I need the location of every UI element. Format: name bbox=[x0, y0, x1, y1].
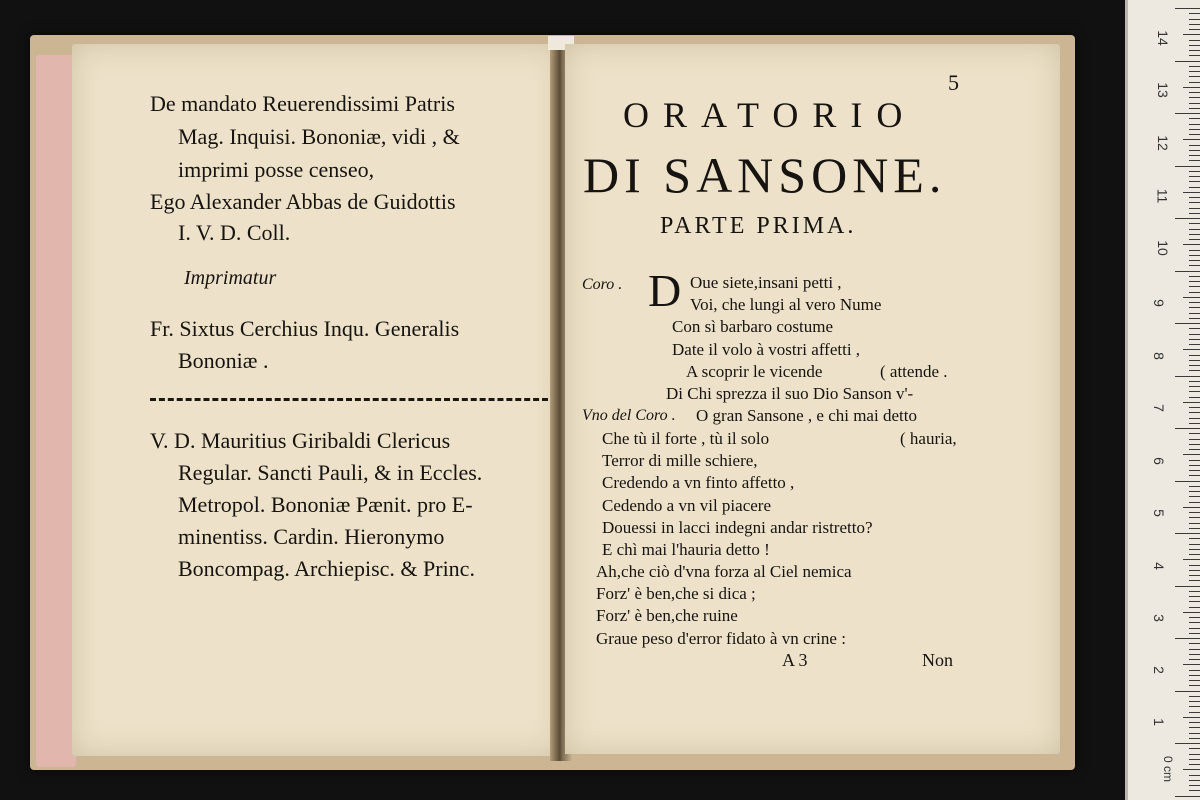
verse-line-17: Graue peso d'error fidato à vn crine : bbox=[596, 629, 846, 648]
ruler-tick bbox=[1189, 281, 1200, 282]
ruler-tick bbox=[1183, 559, 1200, 560]
ruler-tick bbox=[1189, 460, 1200, 461]
ruler-tick bbox=[1189, 276, 1200, 277]
speaker-coro: Coro . bbox=[582, 276, 623, 293]
ruler-tick bbox=[1189, 785, 1200, 786]
ruler-tick bbox=[1189, 386, 1200, 387]
ruler-tick bbox=[1183, 507, 1200, 508]
verse-line-2: Voi, che lungi al vero Nume bbox=[690, 295, 882, 314]
ruler-tick bbox=[1175, 61, 1200, 62]
page-number: 5 bbox=[948, 70, 959, 95]
mauritius-line-4: minentiss. Cardin. Hieronymo bbox=[178, 524, 445, 549]
ruler-tick bbox=[1183, 87, 1200, 88]
ruler-tick bbox=[1189, 160, 1200, 161]
ruler-tick bbox=[1189, 502, 1200, 503]
ruler-tick bbox=[1189, 517, 1200, 518]
ruler-tick bbox=[1189, 596, 1200, 597]
ruler-tick bbox=[1189, 790, 1200, 791]
ruler-tick bbox=[1189, 176, 1200, 177]
ruler-tick bbox=[1189, 580, 1200, 581]
ruler-tick bbox=[1175, 323, 1200, 324]
ruler-tick bbox=[1189, 659, 1200, 660]
ruler-tick bbox=[1189, 76, 1200, 77]
ruler-tick bbox=[1189, 706, 1200, 707]
ruler-number-8: 8 bbox=[1150, 352, 1167, 360]
ruler-tick bbox=[1189, 239, 1200, 240]
ruler-tick bbox=[1175, 743, 1200, 744]
ruler-tick bbox=[1189, 129, 1200, 130]
ruler-tick bbox=[1189, 670, 1200, 671]
ruler-tick bbox=[1183, 244, 1200, 245]
ruler-tick bbox=[1189, 355, 1200, 356]
ruler-number-1: 1 bbox=[1150, 718, 1167, 726]
ruler-tick bbox=[1189, 208, 1200, 209]
ruler-number-5: 5 bbox=[1150, 509, 1167, 517]
verse-line-3: Con sì barbaro costume bbox=[672, 317, 833, 336]
ruler-tick bbox=[1189, 764, 1200, 765]
imprimatur-label: Imprimatur bbox=[184, 267, 277, 289]
ruler-tick bbox=[1189, 344, 1200, 345]
ruler-tick bbox=[1189, 92, 1200, 93]
verse-line-7: O gran Sansone , e chi mai detto bbox=[696, 406, 917, 425]
verse-line-6: Di Chi sprezza il suo Dio Sanson v'- bbox=[666, 384, 914, 403]
ruler-tick bbox=[1189, 365, 1200, 366]
ruler-tick bbox=[1189, 523, 1200, 524]
ruler-tick bbox=[1189, 696, 1200, 697]
ruler-number-10: 10 bbox=[1154, 240, 1171, 256]
ruler-tick bbox=[1189, 748, 1200, 749]
ruler-tick bbox=[1189, 234, 1200, 235]
ruler-number-3: 3 bbox=[1150, 614, 1167, 622]
ruler-tick bbox=[1189, 423, 1200, 424]
ruler-tick bbox=[1189, 685, 1200, 686]
ruler-tick bbox=[1189, 538, 1200, 539]
ruler-tick bbox=[1189, 307, 1200, 308]
ruler-tick bbox=[1189, 465, 1200, 466]
ruler-tick bbox=[1189, 302, 1200, 303]
ruler-number-7: 7 bbox=[1150, 404, 1167, 412]
ruler-tick bbox=[1189, 45, 1200, 46]
verse-line-5: A scoprir le vicende bbox=[686, 362, 823, 381]
ruler-tick bbox=[1189, 418, 1200, 419]
ruler-tick bbox=[1189, 486, 1200, 487]
ruler-tick bbox=[1189, 50, 1200, 51]
ruler-tick bbox=[1183, 717, 1200, 718]
ruler-tick bbox=[1183, 454, 1200, 455]
ruler-tick bbox=[1189, 701, 1200, 702]
ruler-tick bbox=[1189, 360, 1200, 361]
ruler-edge bbox=[1125, 0, 1128, 800]
ruler-tick bbox=[1189, 727, 1200, 728]
ruler-number-6: 6 bbox=[1150, 457, 1167, 465]
ruler-tick bbox=[1189, 591, 1200, 592]
mauritius-line-1: V. D. Mauritius Giribaldi Clericus bbox=[150, 428, 451, 453]
ruler-tick bbox=[1189, 601, 1200, 602]
ruler-tick bbox=[1189, 775, 1200, 776]
ruler-number-2: 2 bbox=[1150, 666, 1167, 674]
ruler-tick bbox=[1175, 481, 1200, 482]
ruler-tick bbox=[1189, 570, 1200, 571]
verse-line-8: Che tù il forte , tù il solo bbox=[602, 429, 770, 448]
ruler-tick bbox=[1189, 223, 1200, 224]
drop-cap: D bbox=[648, 265, 682, 316]
ruler-tick bbox=[1189, 370, 1200, 371]
ruler-tick bbox=[1189, 66, 1200, 67]
ruler-tick bbox=[1175, 428, 1200, 429]
ruler-tick bbox=[1183, 297, 1200, 298]
ruler-tick bbox=[1189, 108, 1200, 109]
ruler-tick bbox=[1189, 24, 1200, 25]
ruler-tick bbox=[1189, 229, 1200, 230]
ruler-tick bbox=[1189, 722, 1200, 723]
ruler-tick bbox=[1189, 617, 1200, 618]
ruler-tick bbox=[1189, 528, 1200, 529]
ruler-tick bbox=[1189, 565, 1200, 566]
ruler-tick bbox=[1189, 334, 1200, 335]
ruler-tick bbox=[1189, 197, 1200, 198]
ruler-tick bbox=[1189, 491, 1200, 492]
ruler-tick bbox=[1189, 40, 1200, 41]
ruler-tick bbox=[1189, 71, 1200, 72]
ruler-tick bbox=[1183, 192, 1200, 193]
page-edge-stain bbox=[36, 55, 76, 767]
ruler-tick bbox=[1183, 612, 1200, 613]
ruler-tick bbox=[1189, 318, 1200, 319]
title-parte-prima: PARTE PRIMA. bbox=[660, 213, 857, 239]
ruler-tick bbox=[1189, 339, 1200, 340]
ruler-tick bbox=[1189, 433, 1200, 434]
ruler-number-14: 14 bbox=[1154, 30, 1171, 46]
ruler-tick bbox=[1189, 654, 1200, 655]
ruler-tick bbox=[1175, 376, 1200, 377]
ruler-tick bbox=[1175, 218, 1200, 219]
ruler-tick bbox=[1189, 544, 1200, 545]
ruler-tick bbox=[1189, 255, 1200, 256]
turnover-attende: ( attende . bbox=[880, 362, 948, 381]
ruler-number-12: 12 bbox=[1154, 135, 1171, 151]
ruler-tick bbox=[1189, 712, 1200, 713]
sixtus-line-1: Fr. Sixtus Cerchius Inqu. Generalis bbox=[150, 316, 460, 341]
verse-line-4: Date il volo à vostri affetti , bbox=[672, 340, 861, 359]
ruler-tick bbox=[1189, 738, 1200, 739]
ruler-tick bbox=[1189, 145, 1200, 146]
ruler-tick bbox=[1183, 769, 1200, 770]
ruler-tick bbox=[1183, 139, 1200, 140]
sixtus-line-2: Bononiæ . bbox=[178, 348, 269, 373]
imprimatur-line-3: imprimi posse censeo, bbox=[178, 157, 375, 182]
verse-line-14: Ah,che ciò d'vna forza al Ciel nemica bbox=[596, 562, 852, 581]
ruler-tick bbox=[1189, 29, 1200, 30]
verse-line-15: Forz' è ben,che si dica ; bbox=[596, 584, 756, 603]
measuring-ruler bbox=[1125, 0, 1200, 800]
ruler-tick bbox=[1189, 202, 1200, 203]
ruler-tick bbox=[1183, 402, 1200, 403]
ruler-tick bbox=[1189, 260, 1200, 261]
ruler-tick bbox=[1189, 150, 1200, 151]
ruler-tick bbox=[1189, 412, 1200, 413]
ruler-tick bbox=[1189, 187, 1200, 188]
ruler-tick bbox=[1189, 313, 1200, 314]
ruler-tick bbox=[1189, 171, 1200, 172]
ruler-number-11: 11 bbox=[1154, 188, 1171, 204]
section-divider bbox=[150, 398, 548, 401]
ruler-tick bbox=[1189, 328, 1200, 329]
ruler-tick bbox=[1189, 549, 1200, 550]
ruler-tick bbox=[1189, 754, 1200, 755]
ruler-tick bbox=[1189, 680, 1200, 681]
ruler-tick bbox=[1189, 19, 1200, 20]
imprimatur-line-2: Mag. Inquisi. Bononiæ, vidi , & bbox=[178, 124, 460, 149]
ruler-tick bbox=[1189, 55, 1200, 56]
ruler-tick bbox=[1189, 391, 1200, 392]
title-di-sansone: DI SANSONE. bbox=[583, 147, 947, 203]
ruler-tick bbox=[1189, 733, 1200, 734]
ruler-tick bbox=[1175, 796, 1200, 797]
ruler-tick bbox=[1189, 675, 1200, 676]
ruler-tick bbox=[1189, 407, 1200, 408]
ruler-tick bbox=[1175, 586, 1200, 587]
verse-line-10: Credendo a vn finto affetto , bbox=[602, 473, 795, 492]
ruler-tick bbox=[1189, 470, 1200, 471]
ruler-tick bbox=[1189, 213, 1200, 214]
ruler-tick bbox=[1189, 134, 1200, 135]
ruler-tick bbox=[1189, 181, 1200, 182]
ruler-tick bbox=[1189, 97, 1200, 98]
ruler-tick bbox=[1189, 286, 1200, 287]
ruler-tick bbox=[1189, 759, 1200, 760]
verse-line-9: Terror di mille schiere, bbox=[602, 451, 758, 470]
turnover-hauria: ( hauria, bbox=[900, 429, 957, 448]
ruler-tick bbox=[1189, 633, 1200, 634]
ruler-tick bbox=[1175, 271, 1200, 272]
mauritius-line-5: Boncompag. Archiepisc. & Princ. bbox=[178, 556, 475, 581]
ruler-tick bbox=[1175, 8, 1200, 9]
verse-line-16: Forz' è ben,che ruine bbox=[596, 606, 738, 625]
ruler-number-13: 13 bbox=[1154, 82, 1171, 98]
ruler-tick bbox=[1189, 649, 1200, 650]
ruler-tick bbox=[1189, 250, 1200, 251]
verse-line-13: E chì mai l'hauria detto ! bbox=[602, 540, 770, 559]
ruler-tick bbox=[1183, 34, 1200, 35]
ruler-number-4: 4 bbox=[1150, 562, 1167, 570]
ruler-tick bbox=[1175, 113, 1200, 114]
verse-line-1: Oue siete,insani petti , bbox=[690, 273, 842, 292]
ruler-tick bbox=[1189, 643, 1200, 644]
ruler-tick bbox=[1189, 381, 1200, 382]
ruler-tick bbox=[1189, 13, 1200, 14]
ruler-tick bbox=[1189, 103, 1200, 104]
ruler-tick bbox=[1189, 439, 1200, 440]
verse-line-11: Cedendo a vn vil piacere bbox=[602, 496, 771, 515]
ruler-unit-label: 0 cm bbox=[1161, 755, 1176, 783]
ruler-number-9: 9 bbox=[1150, 299, 1167, 307]
mauritius-line-2: Regular. Sancti Pauli, & in Eccles. bbox=[178, 460, 483, 485]
ruler-tick bbox=[1183, 349, 1200, 350]
ruler-tick bbox=[1189, 512, 1200, 513]
imprimatur-line-1: De mandato Reuerendissimi Patris bbox=[150, 91, 455, 116]
ruler-tick bbox=[1189, 554, 1200, 555]
ruler-tick bbox=[1189, 622, 1200, 623]
ruler-tick bbox=[1175, 166, 1200, 167]
ruler-tick bbox=[1189, 118, 1200, 119]
catchword: Non bbox=[922, 650, 953, 670]
ruler-tick bbox=[1189, 292, 1200, 293]
ruler-tick bbox=[1189, 628, 1200, 629]
ruler-tick bbox=[1175, 533, 1200, 534]
ruler-tick bbox=[1189, 124, 1200, 125]
ruler-tick bbox=[1189, 449, 1200, 450]
ruler-tick bbox=[1189, 575, 1200, 576]
imprimatur-line-5: I. V. D. Coll. bbox=[178, 220, 291, 245]
ruler-tick bbox=[1189, 607, 1200, 608]
signature-mark: A 3 bbox=[782, 650, 808, 670]
title-oratorio: ORATORIO bbox=[623, 95, 917, 135]
verse-line-12: Douessi in lacci indegni andar ristretto? bbox=[602, 518, 873, 537]
ruler-tick bbox=[1189, 82, 1200, 83]
speaker-uno-del-coro: Vno del Coro . bbox=[582, 407, 676, 424]
ruler-tick bbox=[1189, 265, 1200, 266]
imprimatur-line-4: Ego Alexander Abbas de Guidottis bbox=[150, 189, 456, 214]
ruler-tick bbox=[1189, 475, 1200, 476]
mauritius-line-3: Metropol. Bononiæ Pænit. pro E- bbox=[178, 492, 473, 517]
ruler-tick bbox=[1189, 397, 1200, 398]
ruler-tick bbox=[1175, 691, 1200, 692]
ruler-tick bbox=[1189, 780, 1200, 781]
ruler-tick bbox=[1183, 664, 1200, 665]
ruler-tick bbox=[1189, 496, 1200, 497]
ruler-tick bbox=[1175, 638, 1200, 639]
ruler-tick bbox=[1189, 444, 1200, 445]
ruler-tick bbox=[1189, 155, 1200, 156]
